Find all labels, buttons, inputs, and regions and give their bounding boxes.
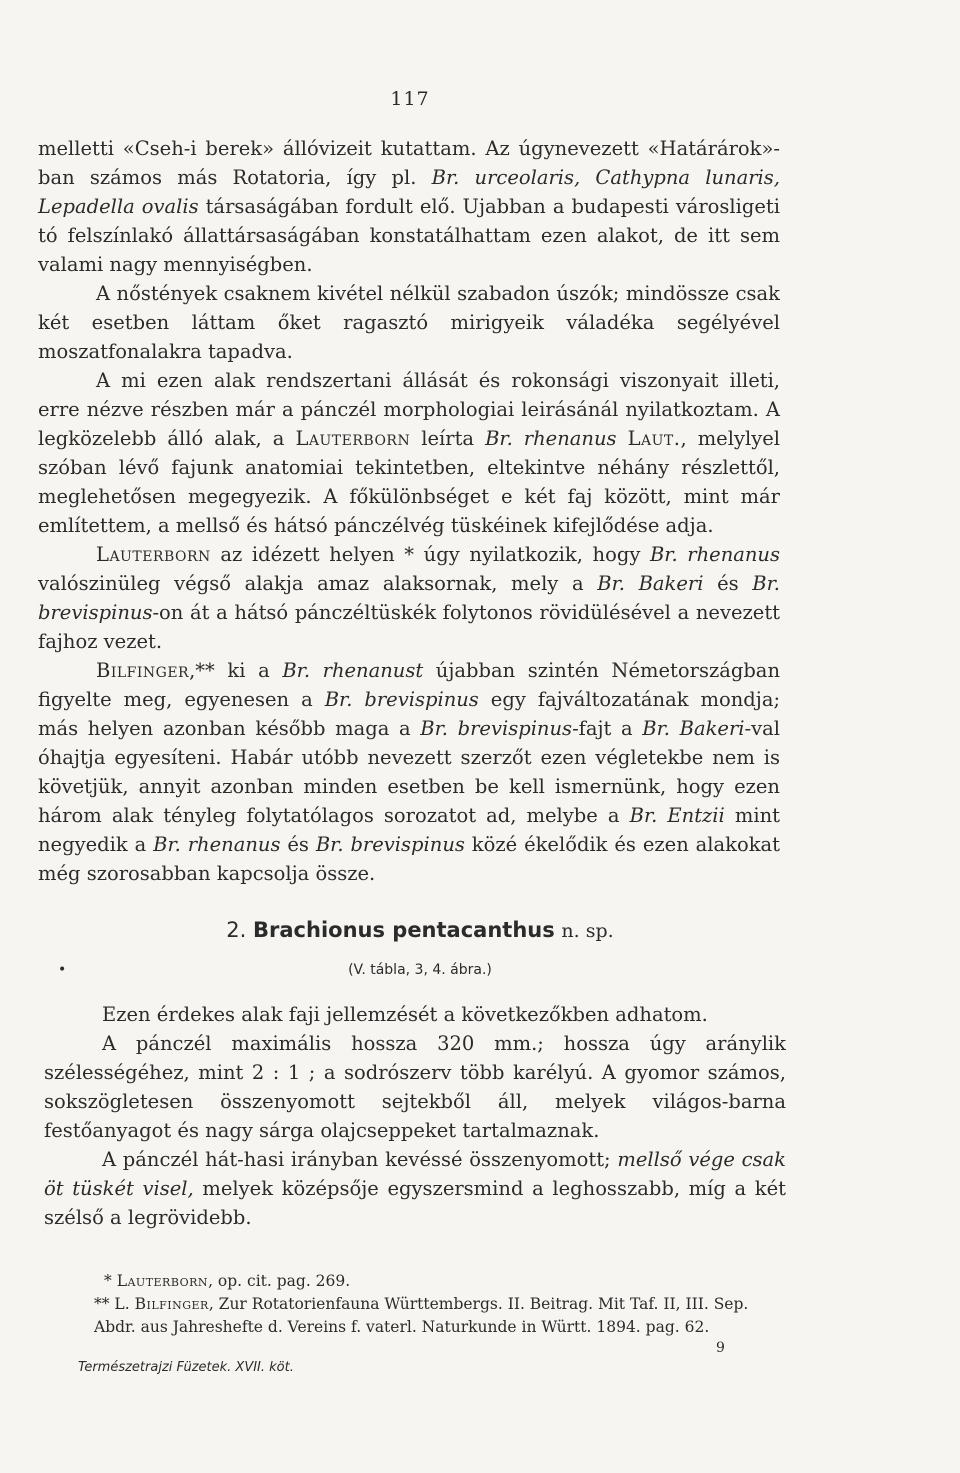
smallcaps-run: Bilfinger: [96, 659, 190, 682]
footnote: [50, 1270, 790, 1293]
page-number: 117: [390, 88, 430, 110]
journal-line: Természetrajzi Füzetek. XVII. köt.: [78, 1360, 294, 1375]
text-run: mint negyedik a: [38, 804, 780, 856]
paragraph: [38, 366, 780, 540]
text-run: leírta: [410, 427, 486, 450]
text-run: , melylyel szóban lévő fajunk anatomiai tekintetben, eltekintve néhány részlettől, meglehetősen megegyezik. A főkülönbséget e két faj között, mint már említettem, a mellső és hátsó pánczélvég tüskéinek kifejlődése adja.: [38, 427, 781, 537]
body-text: [38, 134, 780, 888]
text-run: -val óhajtja egyesíteni. Habár utóbb nevezett szerzőt ezen végletekbe nem is követjük, annyit azonban minden esetben be kell ismernünk, hogy ezen három alak tényleg folytatólagos sorozatot ad, melybe a: [38, 717, 780, 827]
text-run: egy fajváltozatának mondja; más helyen azonban később maga a: [38, 688, 781, 740]
smallcaps-run: Laut.: [627, 427, 681, 450]
text-run: A pánczél maximális hossza 320 mm.; hossza úgy aránylik szélességéhez, mint 2 : 1 ; a sodrószerv több karélyú. A gyomor számos, sokszögletesen összenyomott sejtekből áll, melyek világos-barna festőanyagot és nagy sárga olajcseppeket tartalmaznak.: [44, 1032, 786, 1142]
section-title: Brachionus pentacanthus: [253, 918, 555, 942]
italic-run: Br. urceolaris, Cathypna lunaris, Lepadella ovalis: [38, 166, 780, 218]
italic-run: Br. rhenanus: [649, 543, 780, 566]
paragraph: [38, 540, 780, 656]
text-run: A mi ezen alak rendszertani állását és rokonsági viszonyait illeti, erre nézve részben már a pánczél morphologiai leirásánál nyilatkoztam. A legközelebb álló alak, a: [38, 369, 780, 450]
text-run: , op. cit. pag. 269.: [208, 1272, 351, 1290]
text-run: társaságában fordult elő. Ujabban a budapesti városligeti tó felszínlakó állattársaságában konstatálhattam ezen alakot, de itt sem valami nagy mennyiségben.: [38, 195, 780, 276]
text-run: Ezen érdekes alak faji jellemzését a következőkben adhatom.: [102, 1003, 708, 1026]
text-run: *: [104, 1272, 117, 1290]
paragraph: [38, 656, 780, 888]
text-run: -on át a hátsó pánczéltüskék folytonos rövidülésével a nevezett fajhoz vezet.: [38, 601, 780, 653]
footnotes: [50, 1270, 790, 1339]
text-run: újabban szintén Németországban figyelte meg, egyenesen a: [38, 659, 780, 711]
paragraph: [44, 1145, 786, 1232]
text-run: ** L.: [94, 1295, 135, 1313]
smallcaps-run: Lauterborn: [295, 427, 411, 450]
italic-run: Br. brevispinus: [315, 833, 465, 856]
smallcaps-run: Lauterborn: [116, 1272, 209, 1290]
italic-run: Br. Bakeri: [597, 572, 704, 595]
paragraph: [44, 1029, 786, 1145]
italic-run: Br. rhenanust: [282, 659, 424, 682]
italic-run: Br. rhenanus: [153, 833, 281, 856]
plate-reference: (V. tábla, 3, 4. ábra.): [348, 962, 492, 978]
italic-run: Br. Bakeri: [642, 717, 745, 740]
text-run: és: [280, 833, 316, 856]
paragraph: [38, 134, 780, 279]
text-run: az idézett helyen * úgy nyilatkozik, hogy: [210, 543, 650, 566]
bullet-mark: •: [58, 962, 67, 978]
text-run: valószinüleg végső alakja amaz alaksornak, mely a: [38, 572, 598, 595]
italic-run: Br. brevispinus: [324, 688, 479, 711]
description-text: [44, 1000, 786, 1232]
text-run: A pánczél hát-hasi irányban kevéssé összenyomott;: [102, 1148, 618, 1171]
section-suffix: n. sp.: [561, 920, 614, 942]
paragraph: [44, 1000, 786, 1029]
text-run: és: [703, 572, 753, 595]
section-heading: [0, 918, 840, 942]
text-run: [617, 427, 628, 450]
signature-mark: 9: [716, 1340, 725, 1356]
text-run: melyek középsője egyszersmind a leghosszabb, míg a két szélső a legrövidebb.: [44, 1177, 786, 1229]
section-number: 2.: [226, 918, 247, 942]
italic-run: Br. Entzii: [629, 804, 725, 827]
text-run: ,** ki a: [189, 659, 283, 682]
italic-run: mellső vége csak öt tüskét visel,: [44, 1148, 786, 1200]
text-run: A nőstények csaknem kivétel nélkül szabadon úszók; mindössze csak két esetben láttam őket ragasztó mirigyeik váladéka segélyével moszatfonalakra tapadva.: [38, 282, 780, 363]
text-run: , Zur Rotatorienfauna Württembergs. II. Beitrag. Mit Taf. II, III. Sep. Abdr. aus Jahreshefte d. Vereins f. vaterl. Naturkunde in Württ. 1894. pag. 62.: [94, 1295, 749, 1336]
text-run: melletti «Cseh-i berek» állóvizeit kutattam. Az úgynevezett «Határárok»-ban számos más Rotatoria, így pl.: [38, 137, 780, 189]
footnote: [50, 1293, 790, 1339]
text-run: -fajt a: [572, 717, 643, 740]
italic-run: Br. brevispinus: [38, 572, 780, 624]
paragraph: [38, 279, 780, 366]
text-run: közé ékelődik és ezen alakokat még szorosabban kapcsolja össze.: [38, 833, 780, 885]
smallcaps-run: Lauterborn: [96, 543, 211, 566]
smallcaps-run: Bilfinger: [134, 1295, 209, 1313]
italic-run: Br. rhenanus: [485, 427, 617, 450]
italic-run: Br. brevispinus: [420, 717, 573, 740]
